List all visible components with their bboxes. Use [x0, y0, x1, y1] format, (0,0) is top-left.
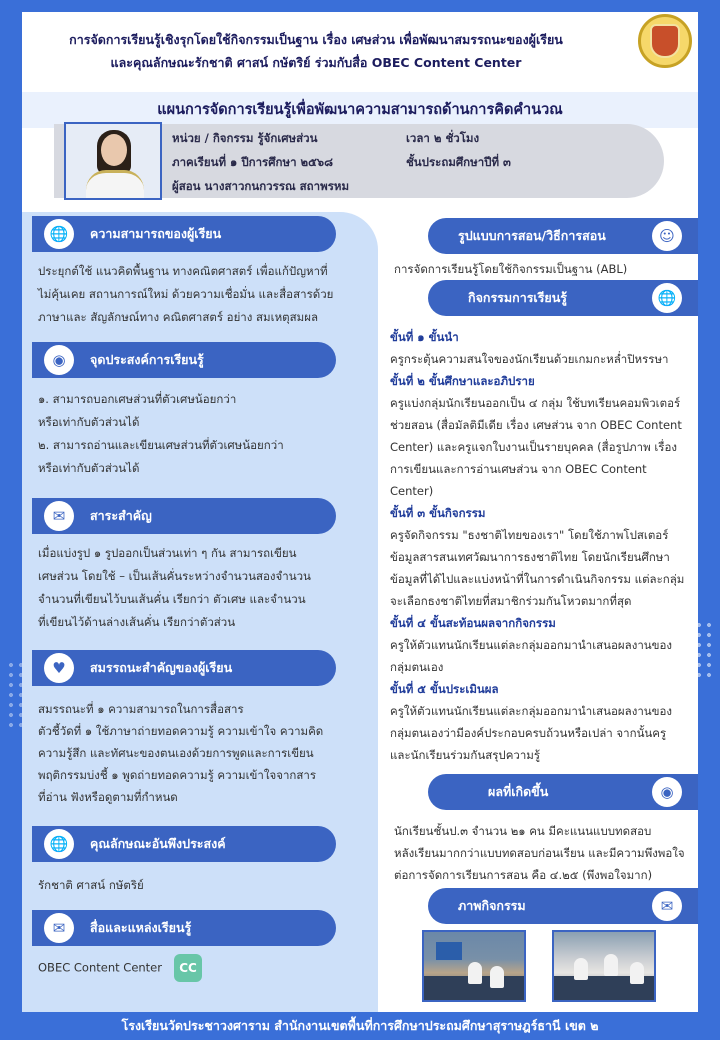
section-results-header: ผลที่เกิดขึ้น ◉ — [428, 774, 698, 810]
section-competency-header: ♥ สมรรถนะสำคัญของผู้เรียน — [32, 650, 336, 686]
section-method-body: การจัดการเรียนรู้โดยใช้กิจกรรมเป็นฐาน (ABL) — [394, 262, 628, 276]
section-essence-header: ✉ สาระสำคัญ — [32, 498, 336, 534]
step-title: ขั้นที่ ๔ ขั้นสะท้อนผลจากกิจกรรม — [390, 616, 556, 630]
step-title: ขั้นที่ ๑ ขั้นนำ — [390, 330, 459, 344]
section-method-header: รูปแบบการสอน/วิธีการสอน ☺ — [428, 218, 698, 254]
section-ability-body: ประยุกต์ใช้ แนวคิดพื้นฐาน ทางคณิตศาสตร์ เพื่อแก้ปัญหาที่ ไม่คุ้นเคย สถานการณ์ใหม่ ด้วยความเชื่อมั่น และสื่อสารด้วย ภาษาและ สัญลักษณ์ทาง คณิตศาสตร์ อย่าง สมเหตุสมผล — [38, 264, 334, 324]
poster-title — [36, 12, 596, 84]
mail-icon: ✉ — [652, 891, 682, 921]
section-ability-header: 🌐 ความสามารถของผู้เรียน — [32, 216, 336, 252]
location-pin-icon: ◉ — [652, 777, 682, 807]
obec-content-center-logo: CC — [174, 954, 202, 982]
section-media-header: ✉ สื่อและแหล่งเรียนรู้ — [32, 910, 336, 946]
obec-emblem-icon — [638, 14, 692, 68]
section-activities-header: กิจกรรมการเรียนรู้ 🌐 — [428, 280, 698, 316]
teacher-icon: ☺ — [652, 221, 682, 251]
section-essence-body: เมื่อแบ่งรูป ๑ รูปออกเป็นส่วนเท่า ๆ กัน สามารถเขียน เศษส่วน โดยใช้ – เป็นเส้นคั่นระหว่างจำนวนสองจำนวน จำนวนที่เขียนไว้บนเส้นคั่น เรียกว่า ตัวเศษ และจำนวน ที่เขียนไว้ด้านล่างเส้นคั่น เรียกว่าตัวส่วน — [38, 546, 311, 629]
plan-title: แผนการจัดการเรียนรู้เพื่อพัฒนาความสามารถด้านการคิดคำนวณ — [157, 102, 563, 118]
activity-steps: ขั้นที่ ๑ ขั้นนำ ครูกระตุ้นความสนใจของนักเรียนด้วยเกมกะหล่ำปิหรรษา ขั้นที่ ๒ ขั้นศึกษาและอภิปราย ครูแบ่งกลุ่มนักเรียนออกเป็น ๔ กลุ่ม ใช้บทเรียนคอมพิวเตอร์ ช่วยสอน (สื่อมัลติมีเดีย เรื่อง เศษส่วน จาก OBEC Content Center) และครูแจกใบงานเป็นรายบุคคล (สื่อรูปภาพ เรื่อง การเขียนและการอ่านเศษส่วน จาก OBEC Content Center) ขั้นที่ ๓ ขั้นกิจกรรม ครูจัดกิจกรรม "ธงชาติไทยของเรา" โดยใช้ภาพโปสเตอร์ ข้อมูลสารสนเทศวัฒนาการธงชาติไทย โดยนักเรียนศึกษา ข้อมูลที่ได้ไปและแบ่งหน้าที่ในการดำเนินกิจกรรม แต่ละกลุ่ม จะเลือกธงชาติไทยที่สมาชิกร่วมกันโหวตมากที่สุด ขั้นที่ ๔ ขั้นสะท้อนผลจากกิจกรรม ครูให้ตัวแทนนักเรียนแต่ละกลุ่มออกมานำเสนอผลงานของ กลุ่มตนเอง ขั้นที่ ๕ ขั้นประเมินผล ครูให้ตัวแทนนักเรียนแต่ละกลุ่มออกมานำเสนอผลงานของ กลุ่มตนเองว่ามีองค์ประกอบครบถ้วนหรือเปล่า จากนั้นครู และนักเรียนร่วมกันสรุปความรู้ — [390, 326, 696, 766]
step-title: ขั้นที่ ๕ ขั้นประเมินผล — [390, 682, 499, 696]
globe-icon: 🌐 — [652, 283, 682, 313]
mail-icon: ✉ — [44, 913, 74, 943]
globe-icon: 🌐 — [44, 829, 74, 859]
title-line-1: การจัดการเรียนรู้เชิงรุกโดยใช้กิจกรรมเป็นฐาน เรื่อง เศษส่วน เพื่อพัฒนาสมรรถนะของผู้เรียน — [69, 32, 563, 47]
section-characteristics-header: 🌐 คุณลักษณะอันพึงประสงค์ — [32, 826, 336, 862]
teacher-photo — [64, 122, 162, 200]
globe-icon: 🌐 — [44, 219, 74, 249]
semester-label: ภาคเรียนที่ ๑ ปีการศึกษา ๒๕๖๘ — [172, 155, 333, 169]
grade-label: ชั้นประถมศึกษาปีที่ ๓ — [406, 155, 511, 169]
time-label: เวลา ๒ ชั่วโมง — [406, 131, 480, 145]
section-gallery-header: ภาพกิจกรรม ✉ — [428, 888, 698, 924]
section-competency-body: สมรรถนะที่ ๑ ความสามารถในการสื่อสาร ตัวชี้วัดที่ ๑ ใช้ภาษาถ่ายทอดความรู้ ความเข้าใจ ความคิด ความรู้สึก และทัศนะของตนเองด้วยการพูดและการเขียน พฤติกรรมบ่งชี้ ๑ พูดถ่ายทอดความรู้ ความเข้าใจจากสาร ที่อ่าน ฟังหรือดูตามที่กำหนด — [38, 702, 324, 804]
activity-photo — [552, 930, 656, 1002]
poster-sheet — [22, 12, 698, 1012]
mail-icon: ✉ — [44, 501, 74, 531]
section-results-body: นักเรียนชั้นป.๓ จำนวน ๒๑ คน มีคะแนนแบบทดสอบ หลังเรียนมากกว่าแบบทดสอบก่อนเรียน และมีความพึงพอใจ ต่อการจัดการเรียนการสอน คือ ๔.๒๕ (พึงพอใจมาก) — [394, 824, 685, 882]
activity-photo — [422, 930, 526, 1002]
step-title: ขั้นที่ ๒ ขั้นศึกษาและอภิปราย — [390, 374, 535, 388]
step-title: ขั้นที่ ๓ ขั้นกิจกรรม — [390, 506, 486, 520]
section-media-body: OBEC Content Center CC — [38, 954, 374, 982]
person-heart-icon: ♥ — [44, 653, 74, 683]
school-footer: โรงเรียนวัดประชาวงศาราม สำนักงานเขตพื้นที่การศึกษาประถมศึกษาสุราษฎร์ธานี เขต ๒ — [121, 1018, 599, 1033]
section-objectives-header: ◉ จุดประสงค์การเรียนรู้ — [32, 342, 336, 378]
unit-label: หน่วย / กิจกรรม รู้จักเศษส่วน — [172, 131, 318, 145]
location-pin-icon: ◉ — [44, 345, 74, 375]
teacher-label: ผู้สอน นางสาวกนกวรรณ สถาพรหม — [172, 179, 350, 193]
section-characteristics-body: รักชาติ ศาสน์ กษัตริย์ — [38, 878, 144, 892]
title-line-2: และคุณลักษณะรักชาติ ศาสน์ กษัตริย์ ร่วมกับสื่อ OBEC Content Center — [110, 55, 522, 70]
section-objectives-body: ๑. สามารถบอกเศษส่วนที่ตัวเศษน้อยกว่า หรือเท่ากับตัวส่วนได้ ๒. สามารถอ่านและเขียนเศษส่วนที่ตัวเศษน้อยกว่า หรือเท่ากับตัวส่วนได้ — [38, 392, 284, 475]
